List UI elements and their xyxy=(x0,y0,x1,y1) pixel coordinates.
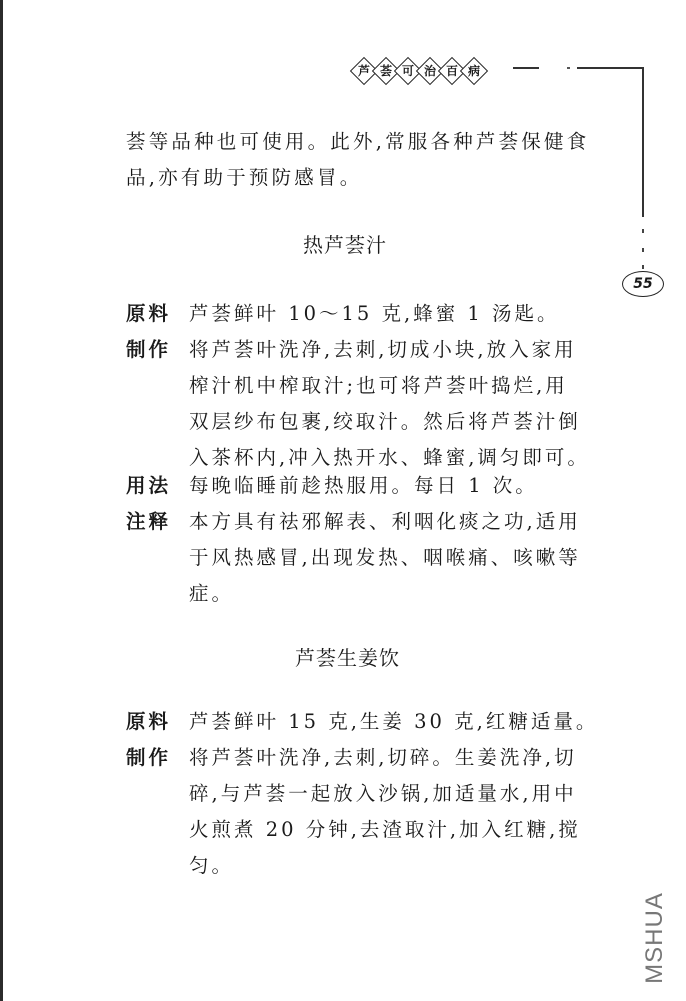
header-rule xyxy=(577,67,643,69)
intro-line: 品,亦有助于预防感冒。 xyxy=(126,166,363,189)
header-char: 病 xyxy=(467,64,480,78)
running-header xyxy=(352,56,484,86)
section-line: 芦荟鲜叶 10～15 克,蜂蜜 1 汤匙。 xyxy=(189,302,560,325)
section-label: 注释 xyxy=(126,510,172,533)
section-line: 于风热感冒,出现发热、咽喉痛、咳嗽等 xyxy=(189,546,581,569)
section-line: 将芦荟叶洗净,去刺,切碎。生姜洗净,切 xyxy=(189,746,577,769)
margin-rule-dot xyxy=(642,265,644,269)
section-line: 每晚临睡前趁热服用。每日 1 次。 xyxy=(189,474,538,497)
recipe-title: 芦荟生姜饮 xyxy=(295,646,400,670)
header-char: 可 xyxy=(401,64,414,78)
page-left-border xyxy=(0,0,3,1001)
watermark xyxy=(640,888,670,988)
header-char: 治 xyxy=(423,64,436,78)
header-diamond xyxy=(462,56,486,86)
section-line: 双层纱布包裹,绞取汁。然后将芦荟汁倒 xyxy=(189,410,581,433)
section-line: 入茶杯内,冲入热开水、蜂蜜,调匀即可。 xyxy=(189,446,590,469)
header-char: 百 xyxy=(445,64,458,78)
section-line: 火煎煮 20 分钟,去渣取汁,加入红糖,搅 xyxy=(189,818,581,841)
section-label: 制作 xyxy=(126,746,172,769)
intro-line: 荟等品种也可使用。此外,常服各种芦荟保健食 xyxy=(126,130,590,153)
section-line: 榨汁机中榨取汁;也可将芦荟叶捣烂,用 xyxy=(189,374,568,397)
section-line: 芦荟鲜叶 15 克,生姜 30 克,红糖适量。 xyxy=(189,710,599,733)
section-line: 本方具有祛邪解表、利咽化痰之功,适用 xyxy=(189,510,581,533)
recipe-title: 热芦荟汁 xyxy=(303,233,387,257)
header-rule-dash xyxy=(513,67,539,69)
margin-rule-dot xyxy=(642,229,644,233)
section-label: 原料 xyxy=(126,710,172,733)
section-label: 原料 xyxy=(126,302,172,325)
header-char: 芦 xyxy=(357,64,370,78)
header-rule-dot xyxy=(567,67,570,69)
margin-vertical-rule xyxy=(642,67,644,217)
section-line: 症。 xyxy=(189,582,235,605)
section-line: 匀。 xyxy=(189,854,235,877)
margin-rule-dot xyxy=(642,248,644,252)
page-number: 55 xyxy=(622,271,664,297)
section-line: 碎,与芦荟一起放入沙锅,加适量水,用中 xyxy=(189,782,577,805)
header-char: 荟 xyxy=(379,64,392,78)
section-label: 制作 xyxy=(126,338,172,361)
section-line: 将芦荟叶洗净,去刺,切成小块,放入家用 xyxy=(189,338,577,361)
section-label: 用法 xyxy=(126,474,172,497)
watermark-text: MSHUA xyxy=(641,892,668,984)
